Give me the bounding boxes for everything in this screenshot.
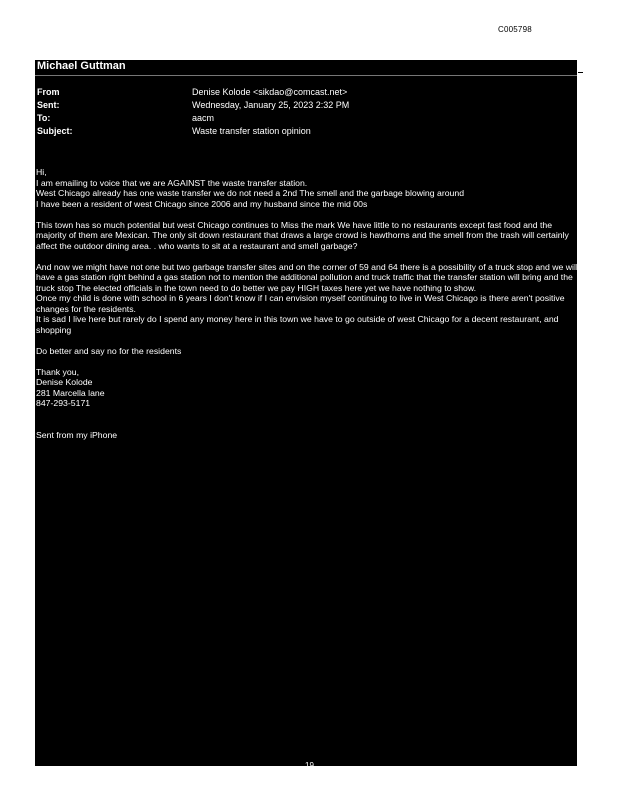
body-paragraph: And now we might have not one but two garbage transfer sites and on the corner of 59 and 64 there is a possibility of a truck stop and we will have a gas station right behind a gas station not to mention the additional pollution and truck traffic that the transfer station will bring and the truck stop The elected officials in the town need to do better we pay HIGH taxes here yet we have nothing to show.	[36, 261, 578, 293]
body-line: I am emailing to voice that we are AGAINST the waste transfer station.	[36, 177, 308, 188]
sender-name: Michael Guttman	[37, 60, 126, 72]
email-page	[35, 60, 578, 770]
sent-label: Sent:	[37, 100, 60, 110]
body-paragraph: This town has so much potential but west Chicago continues to Miss the mark We have little to no restaurants except fast food and the majority of them are Mexican. The only sit down restaurant that draws a large crowd is hawthorns and the smell from the trash will certainly affect the outdoor dining area. . who wants to sit at a restaurant and smell garbage?	[36, 219, 569, 251]
body-line: Do better and say no for the residents	[36, 345, 182, 356]
sent-value: Wednesday, January 25, 2023 2:32 PM	[192, 100, 350, 110]
signature-phone: 847-293-5171	[36, 398, 91, 408]
from-value: Denise Kolode <sikdao@comcast.net>	[192, 87, 348, 97]
signature-address: 281 Marcella lane	[36, 387, 105, 398]
page-number: 19	[305, 761, 314, 770]
to-value: aacm	[192, 113, 215, 123]
body-paragraph: It is sad I live here but rarely do I spend any money here in this town we have to go outside of west Chicago for a decent restaurant, and shopping	[36, 314, 559, 335]
signature-name: Denise Kolode	[36, 377, 93, 387]
signature-line: Thank you,	[36, 366, 79, 377]
email-body	[36, 167, 578, 440]
sent-from-line: Sent from my iPhone	[36, 429, 118, 440]
from-label: From	[37, 87, 60, 97]
body-paragraph: Once my child is done with school in 6 years I don't know if I can envision myself continuing to live in West Chicago is there aren't positive changes for the residents.	[36, 293, 565, 314]
subject-value: Waste transfer station opinion	[192, 126, 311, 136]
body-line: I have been a resident of west Chicago since 2006 and my husband since the mid 00s	[36, 198, 368, 209]
edge-mark	[578, 72, 583, 73]
header-divider	[35, 75, 577, 76]
subject-label: Subject:	[37, 126, 73, 136]
to-label: To:	[37, 113, 51, 123]
body-line: Hi,	[36, 167, 47, 177]
document-id: C005798	[498, 25, 532, 34]
body-line: West Chicago already has one waste transfer we do not need a 2nd The smell and the garbage blowing around	[36, 188, 465, 198]
